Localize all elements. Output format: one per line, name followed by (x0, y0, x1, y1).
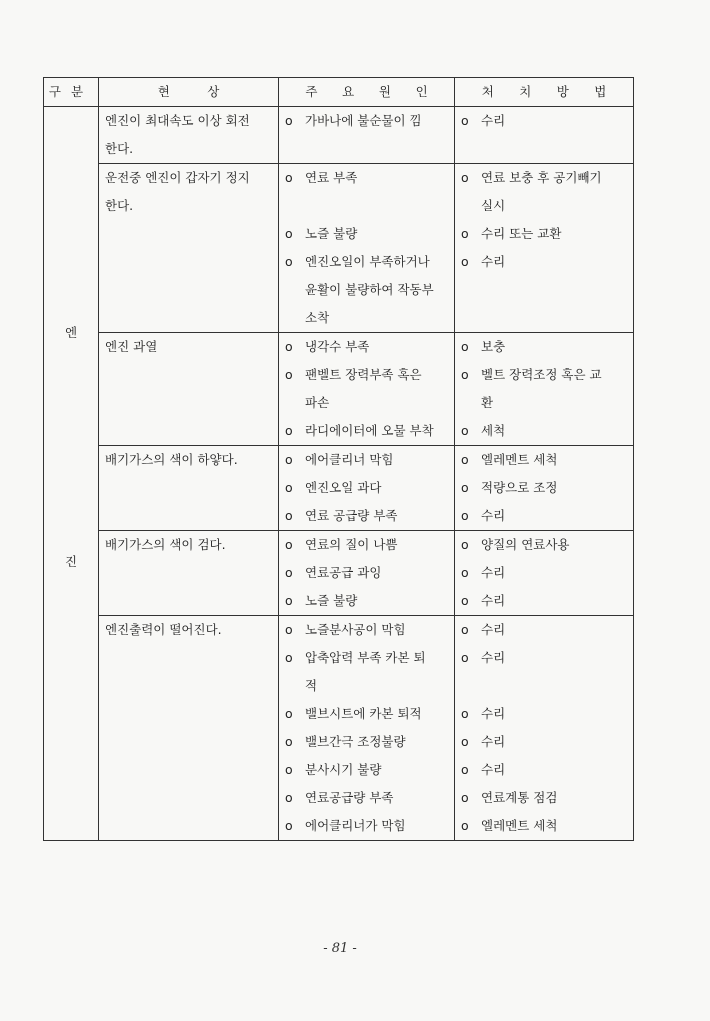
action-text: 수리 (481, 254, 506, 269)
table-row (44, 446, 634, 531)
symptom-cell (99, 164, 279, 333)
symptom-cell (99, 531, 279, 616)
action-item (461, 616, 627, 644)
bullet-marker: o (285, 339, 293, 354)
cause-item (285, 333, 448, 361)
bullet-marker: o (461, 818, 469, 833)
engine-trouble-table (43, 77, 634, 841)
action-text: 수리 (481, 706, 506, 721)
bullet-marker: o (461, 113, 469, 128)
cause-item (285, 502, 448, 530)
table-row (44, 531, 634, 616)
action-cell (455, 107, 634, 164)
cause-text: 밸브시트에 카본 퇴적 (305, 706, 422, 721)
cause-item (285, 587, 448, 615)
action-text: 수리 (481, 508, 506, 523)
symptom-text: 한다. (105, 198, 134, 213)
action-item (461, 248, 627, 276)
bullet-marker: o (461, 706, 469, 721)
bullet-marker: o (461, 508, 469, 523)
action-cell (455, 333, 634, 446)
symptom-cell (99, 616, 279, 841)
cause-text: 소착 (305, 310, 330, 325)
cause-item (285, 220, 448, 248)
action-item (461, 389, 627, 417)
bullet-marker: o (285, 367, 293, 382)
cause-text: 분사시기 불량 (305, 762, 382, 777)
bullet-marker: o (461, 622, 469, 637)
action-text: 양질의 연료사용 (481, 537, 570, 552)
symptom-text: 배기가스의 색이 하얗다. (105, 452, 238, 467)
cause-text: 연료의 질이 나쁨 (305, 537, 398, 552)
action-item (461, 531, 627, 559)
cause-text: 밸브간극 조정불량 (305, 734, 406, 749)
header-row (44, 78, 634, 107)
cause-text: 냉각수 부족 (305, 339, 370, 354)
bullet-marker: o (285, 452, 293, 467)
cause-text: 연료 공급량 부족 (305, 508, 398, 523)
table-row (44, 333, 634, 446)
cause-text: 에어클리너가 막힘 (305, 818, 406, 833)
header-symptom: 현 상 (99, 78, 279, 107)
action-text: 수리 (481, 565, 506, 580)
action-text: 적량으로 조정 (481, 480, 558, 495)
action-cell (455, 531, 634, 616)
blank-line (461, 672, 627, 700)
symptom-text: 배기가스의 색이 검다. (105, 537, 226, 552)
cause-item (285, 276, 448, 304)
action-item (461, 784, 627, 812)
action-text: 수리 (481, 622, 506, 637)
cause-text: 노즐분사공이 막힘 (305, 622, 406, 637)
header-cause: 주 요 원 인 (279, 78, 455, 107)
bullet-marker: o (285, 480, 293, 495)
symptom-cell (99, 446, 279, 531)
bullet-marker: o (461, 790, 469, 805)
action-item (461, 644, 627, 672)
action-item (461, 502, 627, 530)
symptom-text: 운전중 엔진이 갑자기 정지 (105, 170, 250, 185)
cause-text: 라디에이터에 오물 부착 (305, 423, 434, 438)
action-item (461, 474, 627, 502)
symptom-text: 엔진출력이 떨어진다. (105, 622, 222, 637)
cause-cell (279, 446, 455, 531)
cause-text: 연료공급 과잉 (305, 565, 382, 580)
bullet-marker: o (285, 565, 293, 580)
action-item (461, 192, 627, 220)
bullet-marker: o (461, 537, 469, 552)
bullet-marker: o (285, 762, 293, 777)
cause-item (285, 616, 448, 644)
cause-cell (279, 531, 455, 616)
action-item (461, 728, 627, 756)
cause-item (285, 672, 448, 700)
bullet-marker: o (461, 565, 469, 580)
table-row (44, 107, 634, 164)
cause-item (285, 389, 448, 417)
bullet-marker: o (461, 226, 469, 241)
bullet-marker: o (285, 650, 293, 665)
action-text: 보충 (481, 339, 506, 354)
category-cell (44, 107, 99, 841)
bullet-marker: o (285, 537, 293, 552)
bullet-marker: o (285, 706, 293, 721)
action-text: 엘레멘트 세척 (481, 452, 558, 467)
bullet-marker: o (461, 367, 469, 382)
bullet-marker: o (285, 508, 293, 523)
action-text: 환 (481, 395, 494, 410)
action-item (461, 417, 627, 445)
cause-text: 파손 (305, 395, 330, 410)
action-item (461, 700, 627, 728)
action-item (461, 220, 627, 248)
cause-item (285, 107, 448, 135)
action-item (461, 812, 627, 840)
symptom-text: 엔진이 최대속도 이상 회전 (105, 113, 250, 128)
bullet-marker: o (461, 423, 469, 438)
cause-text: 가바나에 불순물이 낌 (305, 113, 422, 128)
action-cell (455, 164, 634, 333)
category-char: 엔 (64, 325, 78, 340)
action-item (461, 333, 627, 361)
bullet-marker: o (285, 113, 293, 128)
action-text: 연료 보충 후 공기빼기 (481, 170, 602, 185)
bullet-marker: o (461, 650, 469, 665)
bullet-marker: o (285, 734, 293, 749)
cause-text: 윤활이 불량하여 작동부 (305, 282, 434, 297)
action-item (461, 559, 627, 587)
cause-text: 연료공급량 부족 (305, 790, 394, 805)
symptom-text: 한다. (105, 141, 134, 156)
bullet-marker: o (461, 762, 469, 777)
table-row (44, 164, 634, 333)
bullet-marker: o (285, 818, 293, 833)
cause-item (285, 559, 448, 587)
cause-item (285, 361, 448, 389)
action-item (461, 164, 627, 192)
blank-line (285, 192, 448, 220)
cause-item (285, 728, 448, 756)
cause-item (285, 474, 448, 502)
bullet-marker: o (461, 254, 469, 269)
page-number: - 81 - (323, 941, 357, 956)
cause-item (285, 304, 448, 332)
action-text: 연료계통 점검 (481, 790, 558, 805)
action-item (461, 587, 627, 615)
action-item (461, 756, 627, 784)
action-text: 엘레멘트 세척 (481, 818, 558, 833)
cause-item (285, 644, 448, 672)
bullet-marker: o (461, 734, 469, 749)
cause-text: 엔진오일 과다 (305, 480, 382, 495)
bullet-marker: o (285, 593, 293, 608)
bullet-marker: o (285, 254, 293, 269)
cause-item (285, 248, 448, 276)
bullet-marker: o (461, 170, 469, 185)
bullet-marker: o (285, 423, 293, 438)
cause-cell (279, 164, 455, 333)
header-action: 처 치 방 법 (455, 78, 634, 107)
cause-text: 노즐 불량 (305, 226, 358, 241)
cause-text: 에어클리너 막힘 (305, 452, 394, 467)
cause-cell (279, 107, 455, 164)
cause-cell (279, 333, 455, 446)
cause-text: 압축압력 부족 카본 퇴 (305, 650, 426, 665)
bullet-marker: o (461, 339, 469, 354)
cause-item (285, 417, 448, 445)
cause-text: 엔진오일이 부족하거나 (305, 254, 430, 269)
action-text: 수리 또는 교환 (481, 226, 562, 241)
bullet-marker: o (285, 170, 293, 185)
action-text: 수리 (481, 650, 506, 665)
cause-text: 적 (305, 678, 318, 693)
action-item (461, 361, 627, 389)
bullet-marker: o (461, 480, 469, 495)
cause-item (285, 531, 448, 559)
cause-item (285, 446, 448, 474)
bullet-marker: o (285, 622, 293, 637)
action-item (461, 446, 627, 474)
bullet-marker: o (285, 226, 293, 241)
cause-item (285, 700, 448, 728)
cause-item (285, 812, 448, 840)
action-cell (455, 446, 634, 531)
cause-text: 팬벨트 장력부족 혹은 (305, 367, 422, 382)
symptom-cell (99, 333, 279, 446)
cause-item (285, 756, 448, 784)
cause-text: 연료 부족 (305, 170, 358, 185)
action-text: 수리 (481, 593, 506, 608)
bullet-marker: o (285, 790, 293, 805)
action-text: 수리 (481, 113, 506, 128)
cause-text: 노즐 불량 (305, 593, 358, 608)
symptom-text: 엔진 과열 (105, 339, 158, 354)
header-category: 구분 (44, 78, 99, 107)
action-text: 실시 (481, 198, 506, 213)
category-char: 진 (64, 554, 78, 569)
table-row (44, 616, 634, 841)
action-cell (455, 616, 634, 841)
action-text: 수리 (481, 734, 506, 749)
cause-cell (279, 616, 455, 841)
cause-item (285, 784, 448, 812)
action-item (461, 107, 627, 135)
bullet-marker: o (461, 593, 469, 608)
cause-item (285, 164, 448, 192)
action-text: 벨트 장력조정 혹은 교 (481, 367, 602, 382)
action-text: 세척 (481, 423, 506, 438)
symptom-cell (99, 107, 279, 164)
bullet-marker: o (461, 452, 469, 467)
action-text: 수리 (481, 762, 506, 777)
